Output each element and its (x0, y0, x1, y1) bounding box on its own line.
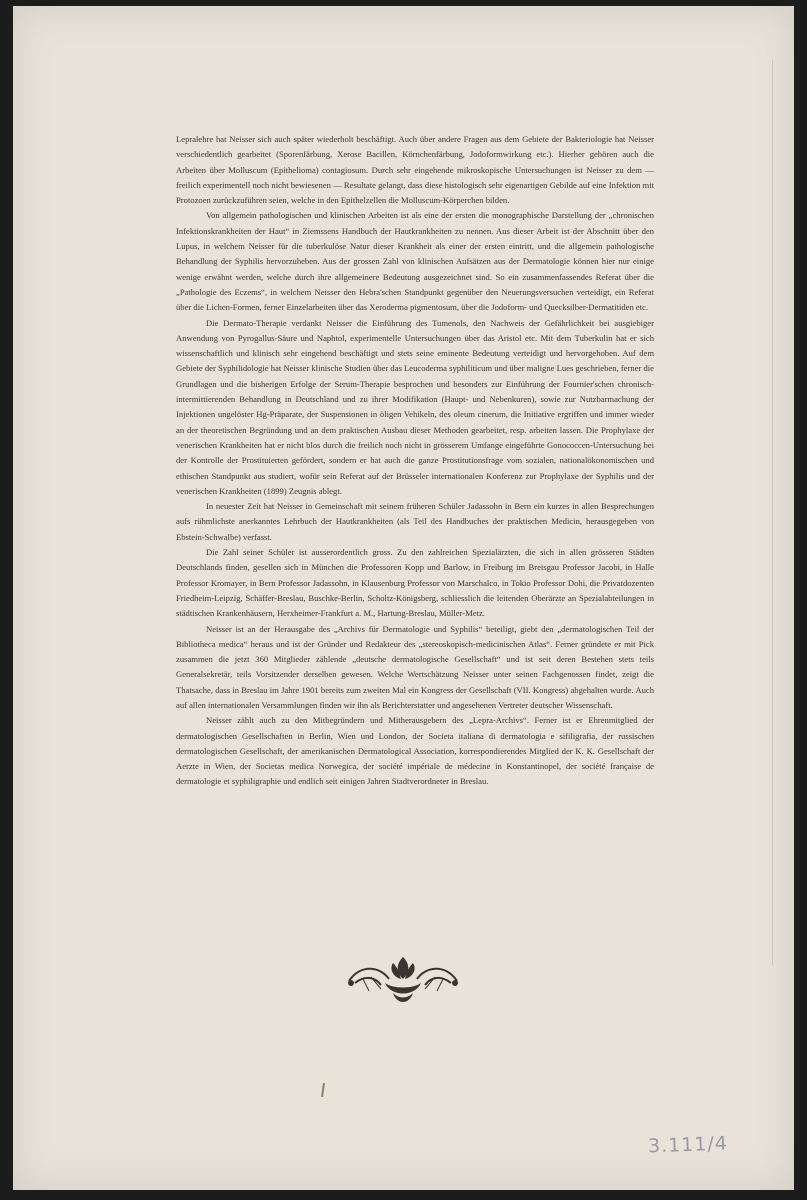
floral-ornament-icon (341, 953, 465, 1008)
paragraph-textbook: In neuester Zeit hat Neisser in Gemeinschaft mit seinem früheren Schüler Jadassohn in Bern ein kurzes in allen Besprechungen aufs rühmlichste anerkanntes Lehrbuch der Hautkrankheiten (als Teil des Handbuches der praktischen Medicin, herausgegeben von Ebstein-Schwalbe) verfasst. (176, 501, 654, 542)
paper-edge-line (772, 60, 773, 965)
paragraph-therapy: Die Dermato-Therapie verdankt Neisser die Einführung des Tumenols, den Nachweis der Gefährlichkeit bei ausgiebiger Anwendung von Pyrogallus-Säure und Naphtol, experimentelle Untersuchungen über das Aristol etc. Mit dem Tuberkulin hat er sich wissenschaftlich und klinisch sehr eingehend beschäftigt und stets seine eminente Bedeutung verteidigt und hervorgehoben. Auf dem Gebiete der Syphilidologie hat Neisser klinische Studien über das Leucoderma syphiliticum und über maligne Lues geschrieben, ferner die Grundlagen und die bisherigen Erfolge der Serum-Therapie besprochen und besonders zur Einführung der Fournier'schen chronisch-intermittierenden Behandlung in Deutschland und zu ihrer Modifikation (Haupt- und Nebenkuren), sowie zur Nutzbarmachung der Injektionen ungelöster Hg-Präparate, der Suspensionen in öligen Vehikeln, des oleum cinerum, die Initiative ergriffen und immer wieder an der theoretischen Begründung und an dem praktischen Ausbau dieser Methoden gearbeitet, resp. arbeiten lassen. Die Prophylaxe der venerischen Krankheiten hat er nicht blos durch die freilich noch nicht in grösserem Umfange eingeführte Gonococcen-Untersuchung bei der Kontrolle der Prostituierten gefördert, sondern er hat auch die ganze Prostitutionsfrage vom sozialen, nationalökonomischen und ethischen Standpunkt aus studiert, wofür sein Referat auf der Brüsseler internationalen Konferenz zur Prophylaxe der Syphilis und der venerischen Krankheiten (1899) Zeugnis ablegt. (176, 317, 654, 496)
paragraph-pathology: Von allgemein pathologischen und klinischen Arbeiten ist als eine der ersten die monographische Darstellung der „chronischen Infektionskrankheiten der Haut“ in Ziemssens Handbuch der Hautkrankheiten zu nennen. Aus dieser Arbeit ist der Abschnitt über den Lupus, in welchem Neisser für die tuberkulöse Natur dieser Krankheit als einer der ersten eintritt, und die allgemein pathologische Behandlung der Syphilis hervorzuheben. Aus der grossen Zahl von klinischen Aufsätzen aus der Dermatologie können hier nur einige wenige erwähnt werden, welche durch ihre allgemeinere Bedeutung ausgezeichnet sind. So ein zusammenfassendes Referat über die „Pathologie des Eczems“, in welchem Neisser den Hebra'schen Standpunkt gegenüber den Neuerungsversuchen verteidigt, ein Referat über die Lichen-Formen, ferner Einzelarbeiten über das Xeroderma pigmentosum, über die Jodoform- und Quecksilber-Dermatitiden etc. (176, 210, 654, 313)
paragraph-lepra: Lepralehre hat Neisser sich auch später wiederholt beschäftigt. Auch über andere Fragen aus dem Gebiete der Bakteriologie hat Neisser verschiedentlich gearbeitet (Sporenfärbung, Xerose Bacillen, Körnchenfärbung, Jodoformwirkung etc.). Hierher gehören auch die Arbeiten über Molluscum (Epithelioma) contagiosum. Durch sehr eingehende mikroskopische Untersuchungen ist Neisser zu dem — freilich experimentell noch nicht bewiesenen — Resultate gelangt, dass diese histologisch sehr eigenartigen Gebilde auf eine Infektion mit Protozoen zurückzuführen seien, welche in den Epithelzellen die Molluscum-Körperchen bilden. (176, 134, 654, 206)
paragraph-memberships: Neisser zählt auch zu den Mitbegründern und Mitherausgebern des „Lepra-Archivs“. Ferner ist er Ehrenmitglied der dermatologischen Gesellschaften in Berlin, Wien und London, der Societa italiana di dermatologia e sifiligrafia, der russischen dermatologischen Gesellschaft, der amerikanischen Dermatological Association, korrespondierendes Mitglied der K. K. Gesellschaft der Aerzte in Wien, der Societas medica Norwegica, der société impériale de médecine in Konstantinopel, der société française de dermatologie et syphiligraphie und endlich seit einigen Jahren Stadtverordneter in Breslau. (176, 715, 654, 787)
paragraph-archiv: Neisser ist an der Herausgabe des „Archivs für Dermatologie und Syphilis“ beteiligt, giebt den „dermatologischen Teil der Bibliotheca medica“ heraus und ist der Gründer und Redakteur des „stereoskopisch-medicinischen Atlas“. Ferner gründete er mit Pick zusammen die jetzt 360 Mitglieder zählende „deutsche dermatologische Gesellschaft“ und ist seit deren Bestehen stets teils Generalsekretär, teils Vorsitzender derselben gewesen. Welche Wertschätzung Neisser unter seinen Fachgenossen findet, zeigt die Thatsache, dass in Breslau im Jahre 1901 bereits zum zweiten Mal ein Kongress der Gesellschaft (VII. Kongress) abgehalten wurde. Auch auf allen internationalen Versammlungen finden wir ihn als Berichterstatter und angesehenen Vertreter deutscher Wissenschaft. (176, 623, 654, 710)
paragraph-students: Die Zahl seiner Schüler ist ausserordentlich gross. Zu den zahlreichen Spezialärzten, die sich in allen grösseren Städten Deutschlands finden, gesellen sich in München die Professoren Kopp und Barlow, in Freiburg im Breisgau Professor Jacobi, in Halle Professor Kromayer, in Bern Professor Jadassohn, in Klausenburg Professor von Marschalco, in Tokio Professor Dohi, die Privatdozenten Friedheim-Leipzig, Schäffer-Breslau, Buschke-Berlin, Scholtz-Königsberg, schliesslich die leitenden Oberärzte an Spezialabteilungen in städtischen Krankenhäusern, Herxheimer-Frankfurt a. M., Hartung-Breslau, Müller-Metz. (176, 547, 654, 619)
pencil-annotation: 3.111/4 (647, 1132, 729, 1158)
body-text (176, 132, 654, 790)
